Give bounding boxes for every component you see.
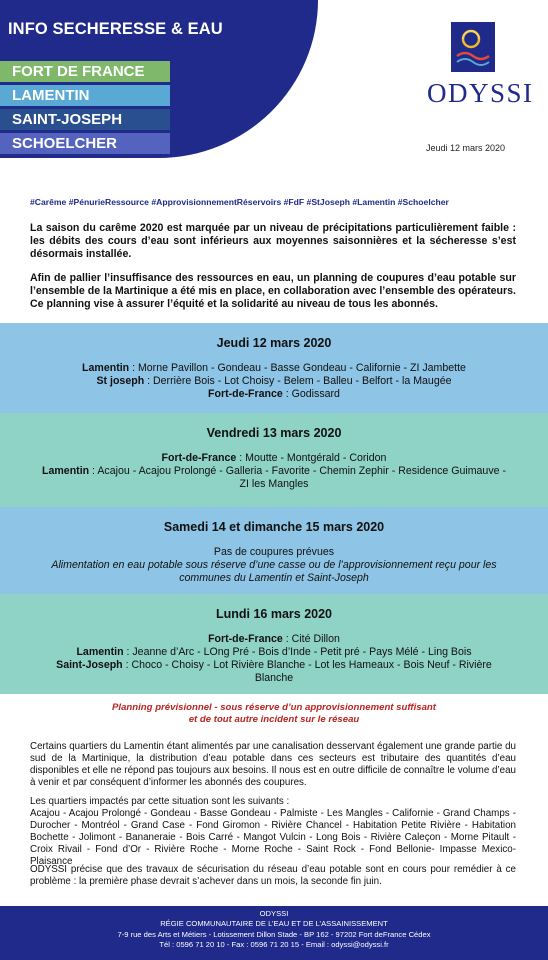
schedule-day-1 xyxy=(0,323,548,413)
district-list: : Moutte - Montgérald - Coridon xyxy=(236,452,387,464)
footer-address: 7-9 rue des Arts et Métiers - Lotissement Dillon Stade - BP 162 - 97202 Fort deFrance Cédex xyxy=(117,929,431,939)
footer-contact: Tél : 0596 71 20 10 - Fax : 0596 71 20 15 - Email : odyssi@odyssi.fr xyxy=(159,940,389,950)
footer-org-name: ODYSSI xyxy=(259,909,289,918)
schedule-note-italic: Alimentation en eau potable sous réserve d’une casse ou de l’approvisionnement reçu pour les communes du Lamentin et Saint-Joseph xyxy=(51,559,497,584)
commune-name: Lamentin xyxy=(82,362,130,374)
schedule-line xyxy=(39,452,509,465)
city-label-lamentin: LAMENTIN xyxy=(0,85,170,106)
commune-name: Fort-de-France xyxy=(208,633,283,645)
schedule-line xyxy=(39,646,509,659)
commune-name: Fort-de-France xyxy=(161,452,237,464)
city-label-saint-joseph: SAINT-JOSEPH xyxy=(0,109,170,130)
schedule-line xyxy=(39,465,509,491)
schedule-line xyxy=(39,375,509,388)
header xyxy=(0,0,548,180)
commune-name: Lamentin xyxy=(76,646,124,658)
body-paragraph-1: Certains quartiers du Lamentin étant alimentés par une canalisation desservant également une grande partie du sud de la Martinique, la distribution d’eau potable dans ces secteurs est tributaire des quantités d’eau disponibles et elle ne répond pas toujours aux besoins. Il nous est en outre difficile de connaître le volume d’eau à venir et par conséquent d’informer les abonnés des coupures. xyxy=(30,741,516,788)
schedule-day-4 xyxy=(0,594,548,694)
impacted-districts-list: Acajou - Acajou Prolongé - Gondeau - Basse Gondeau - Palmiste - Les Mangles - Californie - Grand Champs - Durocher - Montréol - Grand Case - Fond Giromon - Rivière Chancel - Habitation Petite Rivière - Habitation Bochette - Jolimont - Bananeraie - Bois Carré - Mangot Vulcin - Long Bois - Rivière Caleçon - Morne Pitault - Croix Rivail - Fond d’Or - Rivière Roche - Morne Roche - Saint Rock - Fond Bellonie- Impasse Mexico- Plaisance xyxy=(30,808,516,867)
commune-name: Fort-de-France xyxy=(208,388,283,400)
schedule-day-2 xyxy=(0,413,548,507)
warning-line-2: et de tout autre incident sur le réseau xyxy=(188,714,360,725)
commune-name: Lamentin xyxy=(42,465,90,477)
body-paragraph-4: ODYSSI précise que des travaux de sécurisation du réseau d’eau potable sont en cours pour remédier à ce problème : la première phase devrait s’achever dans un mois, la seconde fin juin. xyxy=(30,864,516,887)
schedule-line xyxy=(39,388,509,401)
district-list: : Cité Dillon xyxy=(282,633,340,645)
day-title: Samedi 14 et dimanche 15 mars 2020 xyxy=(163,520,385,534)
schedule-day-3 xyxy=(0,507,548,594)
hashtags: #Carême #PénurieRessource #ApprovisionnementRéservoirs #FdF #StJoseph #Lamentin #Schoelcher xyxy=(30,197,449,207)
district-list: : Morne Pavillon - Gondeau - Basse Gondeau - Californie - ZI Jambette xyxy=(129,362,466,374)
intro-paragraph-1: La saison du carême 2020 est marquée par un niveau de précipitations particulièrement faible : les débits des cours d’eau sont inférieurs aux moyennes saisonnières et la sécheresse s’est désormais installée. xyxy=(30,222,516,260)
district-list: : Acajou - Acajou Prolongé - Galleria - Favorite - Chemin Zephir - Residence Guimauve - ZI les Mangles xyxy=(89,465,506,490)
district-list: : Choco - Choisy - Lot Rivière Blanche - Lot les Hameaux - Bois Neuf - Rivière Blanche xyxy=(122,659,492,684)
district-list: : Godissard xyxy=(282,388,340,400)
day-title: Lundi 16 mars 2020 xyxy=(215,607,333,621)
district-list: : Derrière Bois - Lot Choisy - Belem - Balleu - Belfort - la Maugée xyxy=(144,375,452,387)
warning-note xyxy=(0,702,548,726)
odyssi-logo xyxy=(422,22,534,112)
footer xyxy=(0,906,548,960)
schedule-line xyxy=(39,633,509,646)
commune-name: St joseph xyxy=(96,375,145,387)
schedule-line xyxy=(39,362,509,375)
commune-name: Saint-Joseph xyxy=(56,659,123,671)
banner-title: INFO SECHERESSE & EAU xyxy=(8,20,223,38)
warning-line-1: Planning prévisionnel - sous réserve d’un approvisionnement suffisant xyxy=(112,702,436,713)
footer-org-description: RÉGIE COMMUNAUTAIRE DE L’EAU ET DE L’ASSAINISSEMENT xyxy=(160,919,388,929)
intro-paragraph-2: Afin de pallier l’insuffisance des ressources en eau, un planning de coupures d’eau potable sur l’ensemble de la Martinique a été mis en place, en collaboration avec l’ensemble des opérateurs. Ce planning vise à assurer l’équité et la solidarité au niveau de tous les abonnés. xyxy=(30,272,516,310)
schedule-line xyxy=(39,659,509,685)
district-list: : Jeanne d’Arc - LOng Pré - Bois d’Inde - Petit pré - Pays Mélé - Ling Bois xyxy=(123,646,472,658)
day-title: Vendredi 13 mars 2020 xyxy=(206,426,342,440)
day-title: Jeudi 12 mars 2020 xyxy=(216,336,332,350)
logo-wordmark: ODYSSI xyxy=(427,78,534,108)
city-label-fort-de-france: FORT DE FRANCE xyxy=(0,61,170,82)
logo-emblem-icon xyxy=(451,22,495,72)
schedule-note: Pas de coupures prévues xyxy=(213,546,335,558)
body-paragraph-2: Les quartiers impactés par cette situation sont les suivants : xyxy=(30,796,290,807)
publication-date: Jeudi 12 mars 2020 xyxy=(426,143,506,153)
city-label-schoelcher: SCHOELCHER xyxy=(0,133,170,154)
